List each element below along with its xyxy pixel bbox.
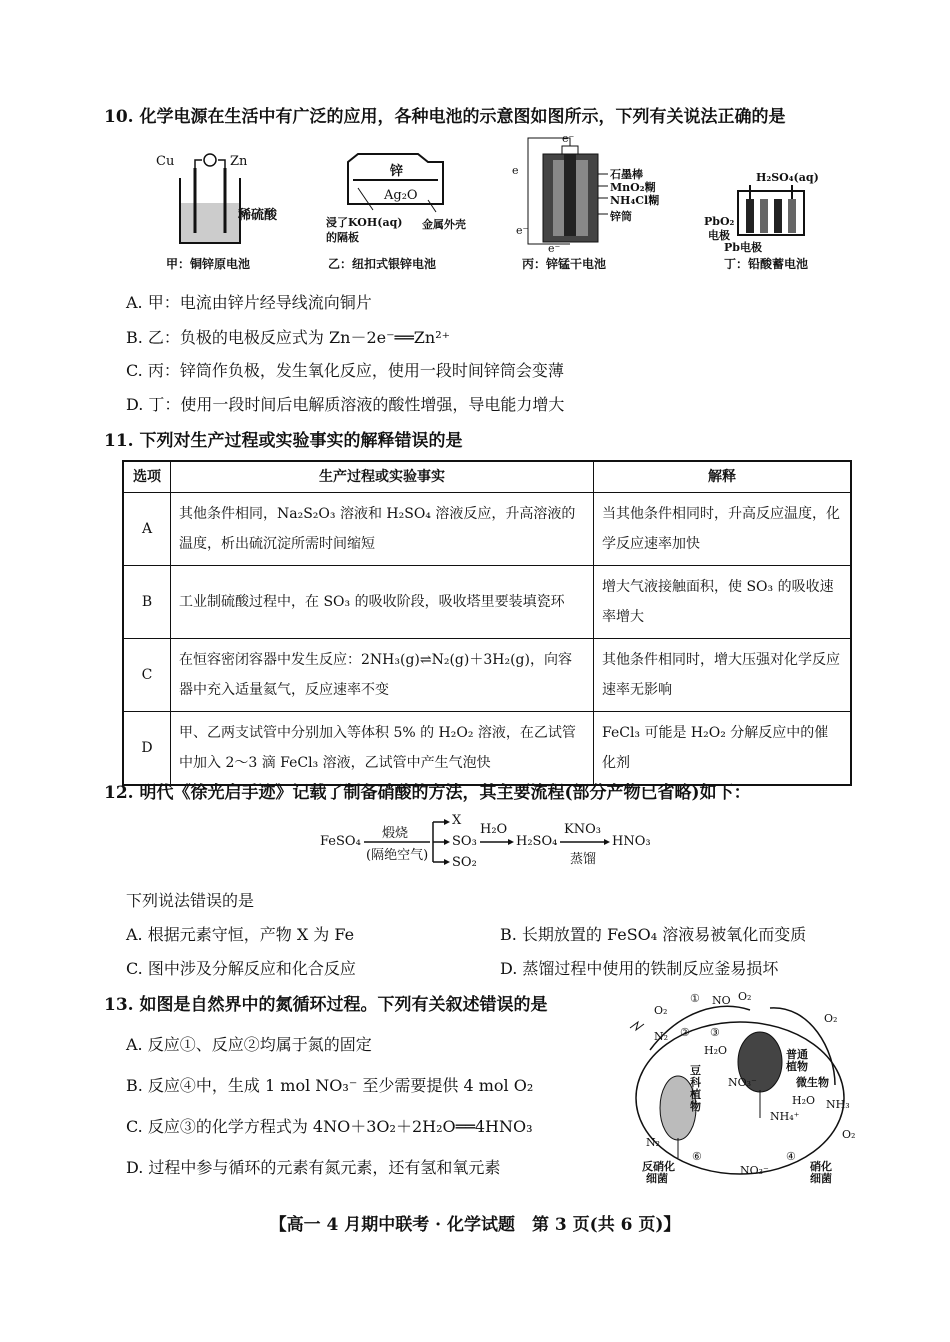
caption-ding: 丁：铅酸蓄电池: [724, 257, 809, 271]
q12-option-c: C. 图中涉及分解反应和化合反应: [126, 959, 356, 978]
h2so4-label: H₂SO₄(aq): [756, 171, 819, 184]
pbo2-label: PbO₂: [704, 215, 735, 228]
flow-feso4: FeSO₄: [320, 834, 361, 849]
q13-option-a: A. 反应①、反应②均属于氮的固定: [126, 1035, 372, 1054]
table-row: [123, 493, 851, 566]
header-explain: 解释: [594, 461, 852, 493]
fig-no3-a: NO₃⁻: [728, 1076, 757, 1089]
fig-nh3: NH₃: [826, 1098, 850, 1111]
q13-stem: 13. 如图是自然界中的氮循环过程。下列有关叙述错误的是: [104, 995, 548, 1015]
electron-bottom-left: e⁻: [516, 224, 529, 237]
q11-table: [122, 460, 852, 786]
row-option: A: [123, 493, 171, 566]
flow-arrows: [320, 810, 660, 876]
figure-cu-zn-cell: [150, 148, 300, 278]
row-fact: 在恒容密闭容器中发生反应：2NH₃(g)⇌N₂(g)＋3H₂(g)，向容器中充入适量氦气，反应速率不变: [171, 639, 594, 712]
separator-label-1: 浸了KOH(aq): [326, 216, 403, 229]
fig-plant-1: 普通: [786, 1048, 808, 1061]
row-explain: 其他条件相同时，增大压强对化学反应速率无影响: [594, 639, 852, 712]
flow-so2: SO₂: [452, 855, 477, 870]
q10-option-c: C. 丙：锌筒作负极，发生氧化反应，使用一段时间锌筒会变薄: [126, 361, 564, 380]
table-row: [123, 566, 851, 639]
fig-legume-3: 植: [690, 1088, 701, 1101]
figure-dry-cell: [508, 134, 668, 278]
fig-legume-2: 科: [690, 1076, 701, 1089]
row-option: D: [123, 712, 171, 786]
fig-microbe: 微生物: [796, 1076, 829, 1089]
q12-flowchart: [320, 810, 660, 876]
nh4cl-label: NH₄Cl糊: [610, 194, 660, 207]
fig-plant-2: 植物: [786, 1060, 808, 1073]
flow-so3: SO₃: [452, 834, 477, 849]
fig-denitrify-2: 细菌: [646, 1172, 668, 1185]
zinc-can-label: 锌筒: [610, 210, 632, 223]
caption-yi: 乙：纽扣式银锌电池: [328, 257, 437, 271]
q12-option-d: D. 蒸馏过程中使用的铁制反应釜易损坏: [500, 959, 779, 978]
q10-option-a: A. 甲：电流由锌片经导线流向铜片: [126, 293, 372, 312]
caption-bing: 丙：锌锰干电池: [522, 257, 607, 271]
q12-stem: 12. 明代《徐光启手迹》记载了制备硝酸的方法，其主要流程(部分产物已省略)如下：: [104, 783, 751, 803]
q12-prompt: 下列说法错误的是: [126, 891, 255, 910]
electron-left: e: [512, 164, 519, 177]
caption-jia: 甲：铜锌原电池: [166, 257, 251, 271]
fig-legume-1: 豆: [690, 1064, 701, 1077]
header-fact: 生产过程或实验事实: [171, 461, 594, 493]
flow-hno3: HNO₃: [612, 834, 651, 849]
flow-h2so4: H₂SO₄: [516, 834, 558, 849]
row-explain: 当其他条件相同时，升高反应温度，化学反应速率加快: [594, 493, 852, 566]
separator-label-2: 的隔板: [326, 231, 359, 244]
q10-option-d: D. 丁：使用一段时间后电解质溶液的酸性增强，导电能力增大: [126, 395, 565, 414]
row-option: C: [123, 639, 171, 712]
row-fact: 其他条件相同，Na₂S₂O₃ 溶液和 H₂SO₄ 溶液反应，升高溶液的温度，析出硫沉淀所需时间缩短: [171, 493, 594, 566]
row-explain: FeCl₃ 可能是 H₂O₂ 分解反应中的催化剂: [594, 712, 852, 786]
fig-denitrify-1: 反硝化: [642, 1160, 675, 1173]
table-row: [123, 712, 851, 786]
fig-o2-d: O₂: [842, 1128, 856, 1141]
fig-o2-c: O₂: [824, 1012, 838, 1025]
fig-label-3: ③: [710, 1026, 720, 1039]
fig-n2-b: N₂: [646, 1136, 661, 1149]
fig-o2-a: O₂: [654, 1004, 668, 1017]
fig-label-1: ①: [690, 992, 700, 1005]
fig-nh4: NH₄⁺: [770, 1110, 800, 1123]
fig-legume-4: 物: [690, 1100, 701, 1113]
electron-top: e⁻: [562, 132, 575, 145]
flow-distill: 蒸馏: [570, 852, 597, 867]
q13-option-b: B. 反应④中，生成 1 mol NO₃⁻ 至少需要提供 4 mol O₂: [126, 1076, 534, 1095]
flow-isolate: (隔绝空气): [366, 848, 429, 863]
flow-kno3: KNO₃: [564, 822, 601, 837]
row-option: B: [123, 566, 171, 639]
fig-label-4: ④: [786, 1150, 796, 1163]
figure-lead-acid: [700, 165, 820, 278]
fig-label-2: ②: [680, 1026, 690, 1039]
flow-h2o: H₂O: [480, 822, 508, 837]
acid-label: 稀硫酸: [238, 208, 278, 223]
mno2-label: MnO₂糊: [610, 181, 656, 194]
graphite-label: 石墨棒: [610, 168, 643, 181]
fig-no: NO: [712, 994, 731, 1007]
fig-no3-b: NO₃⁻: [740, 1164, 769, 1177]
pb-electrode-label: Pb电极: [724, 241, 762, 254]
q11-stem: 11. 下列对生产过程或实验事实的解释错误的是: [104, 431, 463, 451]
cu-label: Cu: [156, 154, 175, 169]
row-fact: 甲、乙两支试管中分别加入等体积 5% 的 H₂O₂ 溶液，在乙试管中加入 2～3 滴 FeCl₃ 溶液，乙试管中产生气泡快: [171, 712, 594, 786]
table-row: [123, 639, 851, 712]
flow-x: X: [452, 813, 462, 828]
pbo2-electrode-label: 电极: [708, 229, 730, 242]
q13-option-d: D. 过程中参与循环的元素有氮元素，还有氢和氧元素: [126, 1158, 501, 1177]
flow-burn: 煅烧: [382, 826, 409, 841]
fig-n2-a: N₂: [654, 1030, 669, 1043]
fig-label-6: ⑥: [692, 1150, 702, 1163]
fig-nitrify-2: 细菌: [810, 1172, 832, 1185]
header-option: 选项: [123, 461, 171, 493]
figure-button-cell: [318, 148, 488, 278]
q10-stem: 10. 化学电源在生活中有广泛的应用，各种电池的示意图如图所示，下列有关说法正确的是: [104, 107, 786, 127]
q13-option-c: C. 反应③的化学方程式为 4NO＋3O₂＋2H₂O══4HNO₃: [126, 1117, 533, 1136]
page-footer: 【高一 4 月期中联考 · 化学试题 第 3 页(共 6 页)】: [269, 1215, 681, 1235]
fig-nitrify-1: 硝化: [810, 1160, 832, 1173]
q12-option-a: A. 根据元素守恒，产物 X 为 Fe: [126, 925, 355, 944]
electron-bottom: e⁻: [548, 242, 561, 255]
ag2o-label: Ag₂O: [384, 188, 418, 203]
row-explain: 增大气液接触面积，使 SO₃ 的吸收速率增大: [594, 566, 852, 639]
zn-label: Zn: [230, 154, 248, 169]
zinc-label: 锌: [390, 164, 404, 179]
q12-option-b: B. 长期放置的 FeSO₄ 溶液易被氧化而变质: [500, 925, 807, 944]
fig-h2o-b: H₂O: [792, 1094, 816, 1107]
table-header-row: [123, 461, 851, 493]
shell-label: 金属外壳: [422, 218, 466, 231]
nitrogen-cycle-figure: [620, 990, 860, 1190]
fig-o2-b: O₂: [738, 990, 752, 1003]
row-fact: 工业制硫酸过程中，在 SO₃ 的吸收阶段，吸收塔里要装填瓷环: [171, 566, 594, 639]
q10-option-b: B. 乙：负极的电极反应式为 Zn－2e⁻══Zn²⁺: [126, 328, 451, 347]
fig-h2o-a: H₂O: [704, 1044, 728, 1057]
